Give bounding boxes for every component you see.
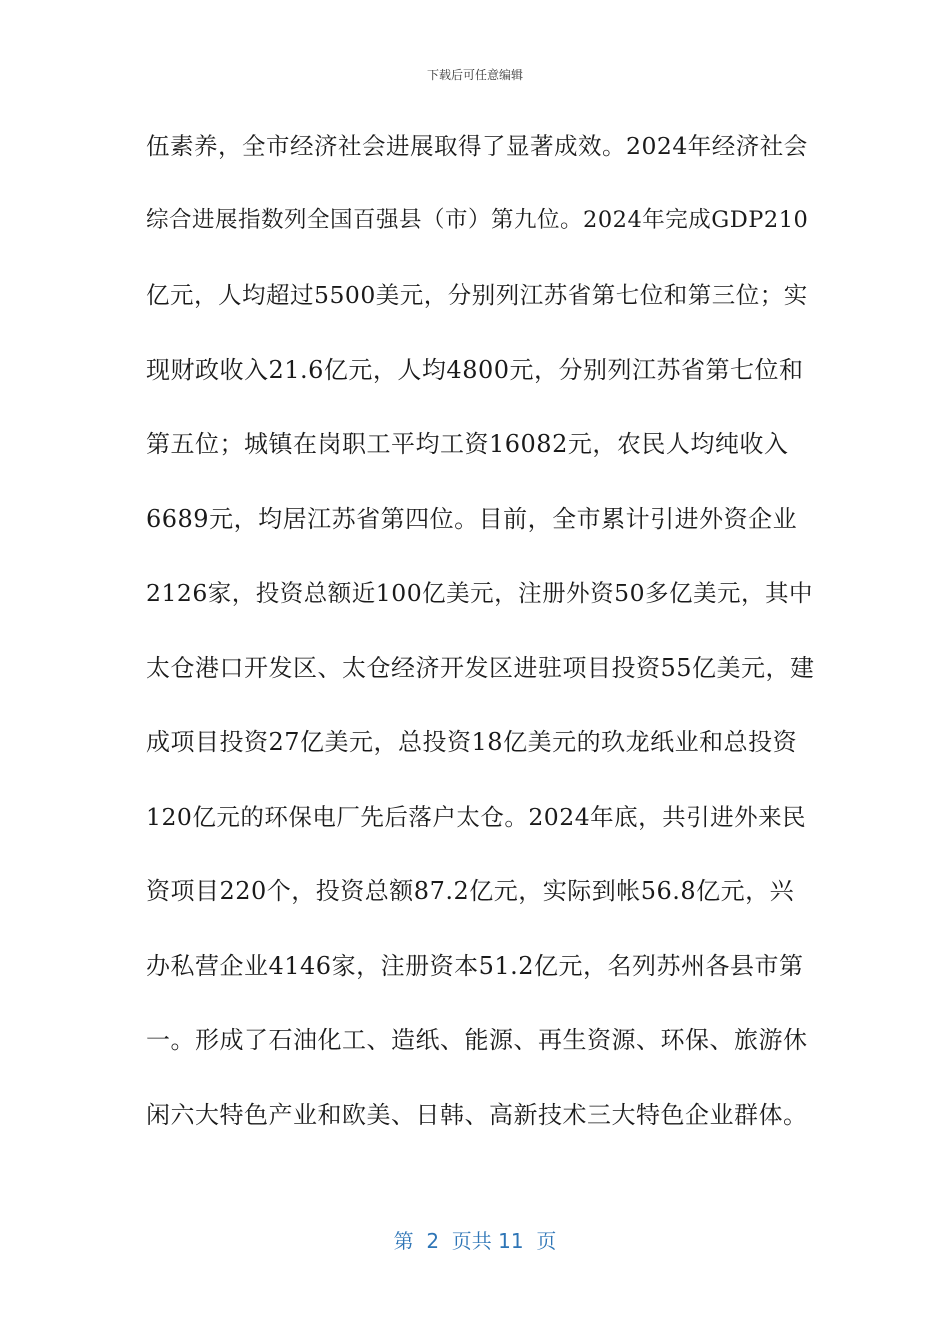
body-line: 6689元，均居江苏省第四位。目前，全市累计引进外资企业: [146, 505, 798, 533]
body-line: 2126家，投资总额近100亿美元，注册外资50多亿美元，其中: [146, 579, 814, 607]
page-number-footer: 第 2 页共 11 页: [393, 1229, 557, 1253]
body-line: 亿元，人均超过5500美元，分别列江苏省第七位和第三位；实: [146, 281, 808, 309]
body-line: 闲六大特色产业和欧美、日韩、高新技术三大特色企业群体。: [146, 1101, 808, 1129]
body-line: 伍素养，全市经济社会进展取得了显著成效。2024年经济社会: [146, 132, 808, 160]
body-line: 资项目220个，投资总额87.2亿元，实际到帐56.8亿元，兴: [146, 877, 795, 905]
body-line: 第五位；城镇在岗职工平均工资16082元，农民人均纯收入: [146, 430, 789, 458]
body-line: 太仓港口开发区、太仓经济开发区进驻项目投资55亿美元，建: [146, 654, 815, 682]
body-line: 成项目投资27亿美元，总投资18亿美元的玖龙纸业和总投资: [146, 728, 798, 756]
body-line: 现财政收入21.6亿元，人均4800元，分别列江苏省第七位和: [146, 356, 804, 384]
body-line: 120亿元的环保电厂先后落户太仓。2024年底，共引进外来民: [146, 803, 807, 831]
body-line: 办私营企业4146家，注册资本51.2亿元，名列苏州各县市第: [146, 952, 804, 980]
page-header-note: 下载后可任意编辑: [426, 68, 523, 82]
body-line: 综合进展指数列全国百强县（市）第九位。2024年完成GDP210: [146, 207, 809, 233]
body-line: 一。形成了石油化工、造纸、能源、再生资源、环保、旅游休: [146, 1026, 808, 1054]
